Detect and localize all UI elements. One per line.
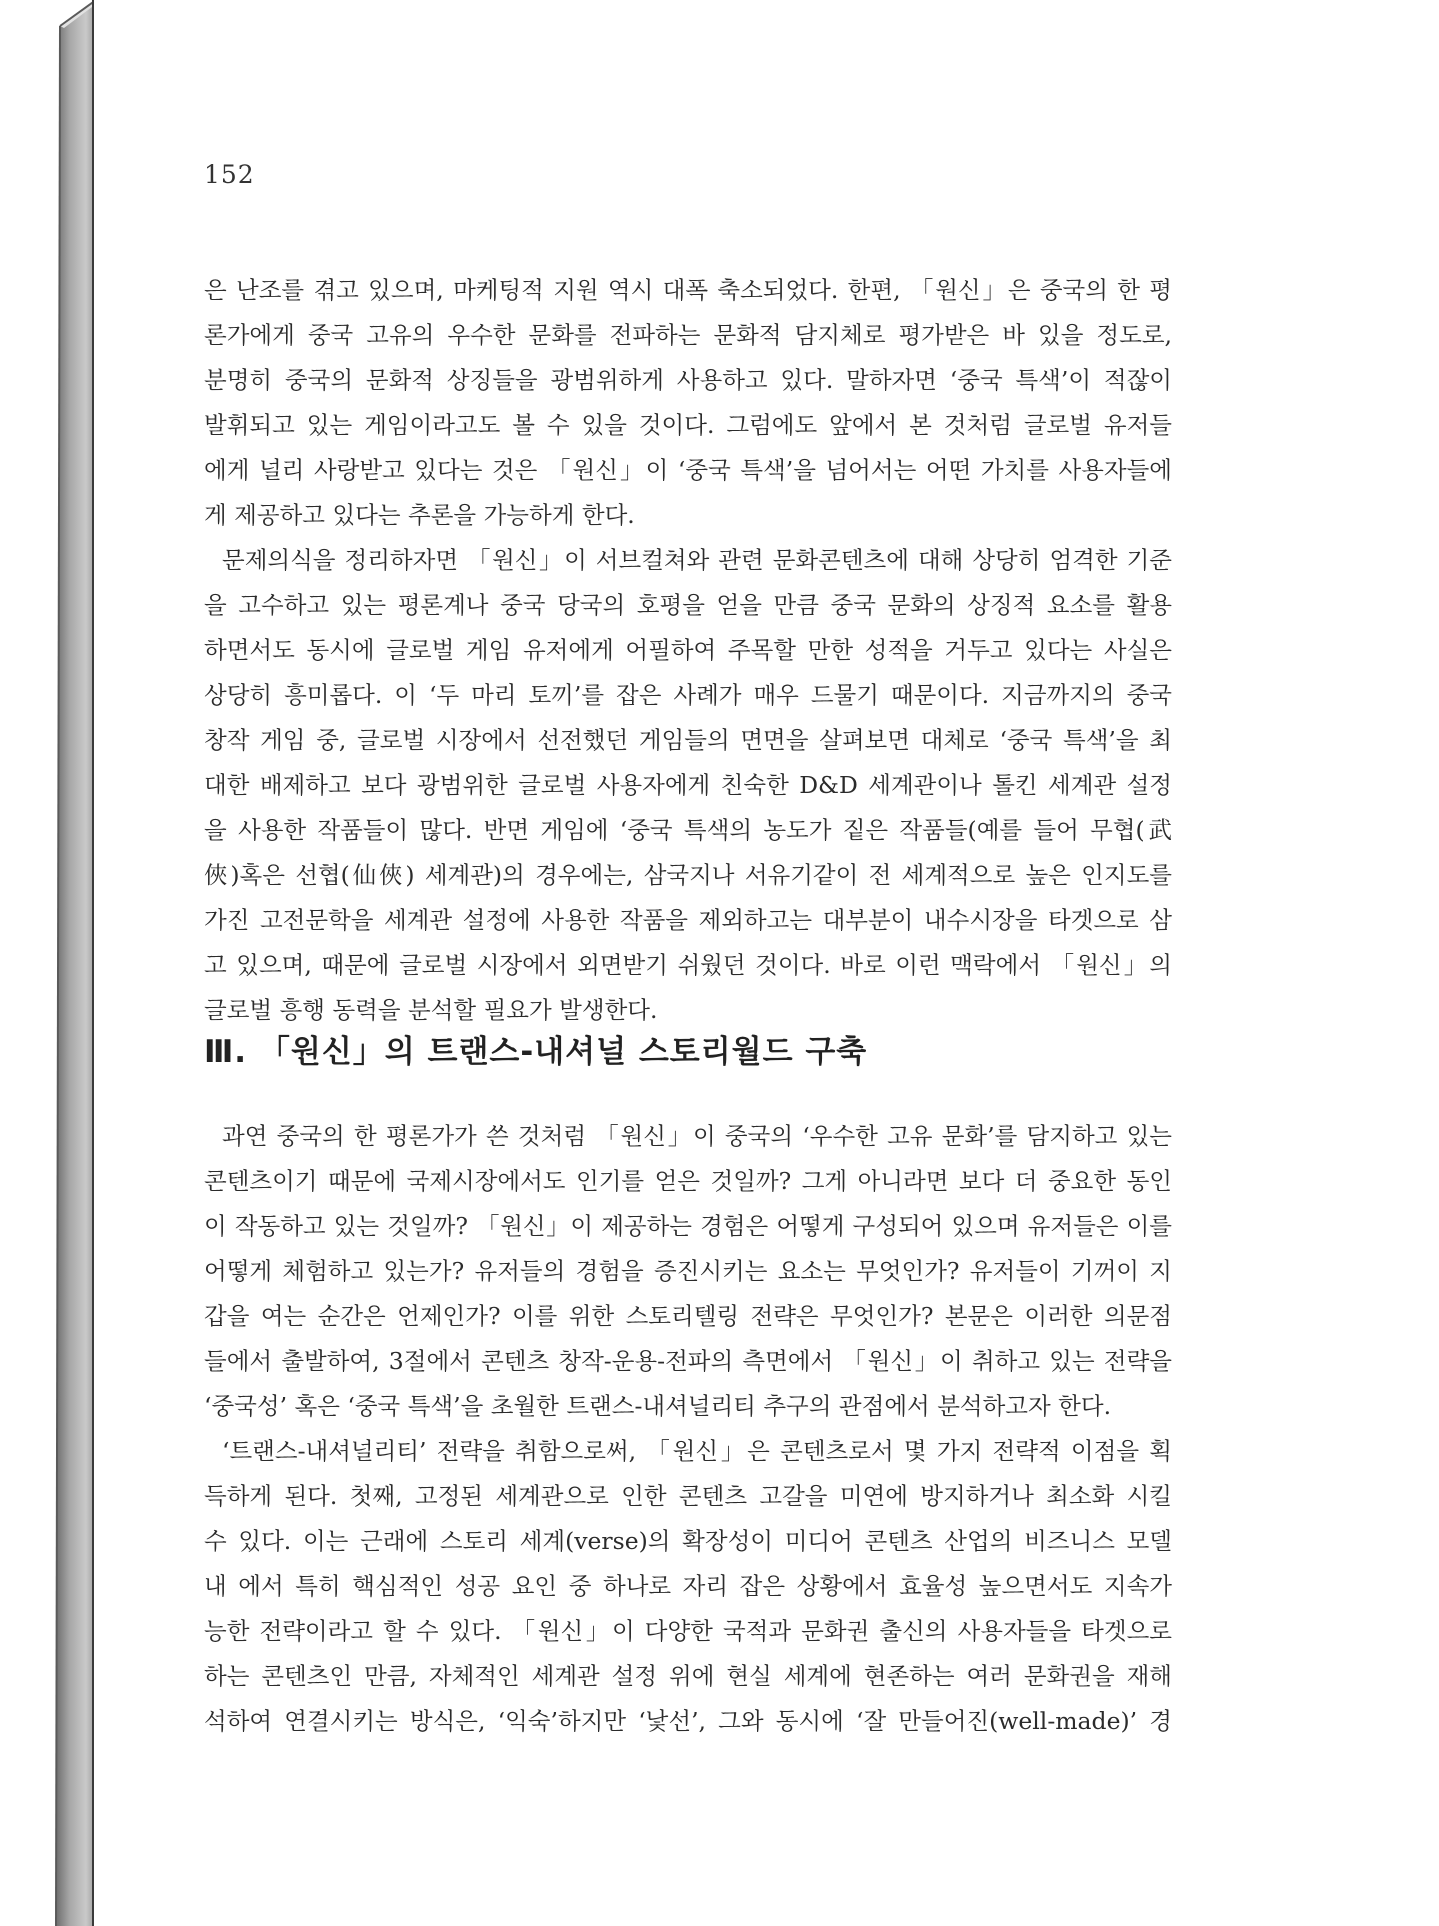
text-line: 글로벌 흥행 동력을 분석할 필요가 발생한다. bbox=[204, 996, 658, 1024]
text-line: 어떻게 체험하고 있는가? 유저들의 경험을 증진시키는 요소는 무엇인가? 유저들이 기꺼이 지 bbox=[204, 1257, 1172, 1285]
book-page-stack bbox=[0, 0, 96, 1926]
text-line: 대한 배제하고 보다 광범위한 글로벌 사용자에게 친숙한 D&D 세계관이나 톨킨 세계관 설정 bbox=[204, 771, 1172, 799]
text-line: 하면서도 동시에 글로벌 게임 유저에게 어필하여 주목할 만한 성적을 거두고 있다는 사실은 bbox=[204, 636, 1172, 664]
text-line: 문제의식을 정리하자면 「원신」이 서브컬쳐와 관련 문화콘텐츠에 대해 상당히 엄격한 기준 bbox=[222, 546, 1172, 574]
text-line: 능한 전략이라고 할 수 있다. 「원신」이 다양한 국적과 문화권 출신의 사용자들을 타겟으로 bbox=[204, 1617, 1172, 1645]
text-line: 상당히 흥미롭다. 이 ‘두 마리 토끼’를 잡은 사례가 매우 드물기 때문이다. 지금까지의 중국 bbox=[204, 681, 1172, 709]
text-line: 득하게 된다. 첫째, 고정된 세계관으로 인한 콘텐츠 고갈을 미연에 방지하거나 최소화 시킬 bbox=[204, 1482, 1172, 1510]
text-line: 고 있으며, 때문에 글로벌 시장에서 외면받기 쉬웠던 것이다. 바로 이런 맥락에서 「원신」의 bbox=[204, 951, 1172, 979]
text-line: 석하여 연결시키는 방식은, ‘익숙’하지만 ‘낯선’, 그와 동시에 ‘잘 만들어진(well-made)’ 경 bbox=[204, 1707, 1172, 1735]
text-line: 을 고수하고 있는 평론계나 중국 당국의 호평을 얻을 만큼 중국 문화의 상징적 요소를 활용 bbox=[204, 591, 1172, 619]
body-text-after-section bbox=[204, 1114, 1172, 1744]
text-line: 이 작동하고 있는 것일까? 「원신」이 제공하는 경험은 어떻게 구성되어 있으며 유저들은 이를 bbox=[204, 1212, 1172, 1240]
body-text-before-section bbox=[204, 268, 1172, 1033]
text-line: ‘중국성’ 혹은 ‘중국 특색’을 초월한 트랜스-내셔널리티 추구의 관점에서 분석하고자 한다. bbox=[204, 1392, 1112, 1420]
text-line: 게 제공하고 있다는 추론을 가능하게 한다. bbox=[204, 501, 635, 529]
text-line: 은 난조를 겪고 있으며, 마케팅적 지원 역시 대폭 축소되었다. 한편, 「원신」은 중국의 한 평 bbox=[204, 276, 1172, 304]
text-line: 론가에게 중국 고유의 우수한 문화를 전파하는 문화적 담지체로 평가받은 바 있을 정도로, bbox=[204, 321, 1172, 349]
text-line: 수 있다. 이는 근래에 스토리 세계(verse)의 확장성이 미디어 콘텐츠 산업의 비즈니스 모델 bbox=[204, 1527, 1172, 1555]
text-line: 과연 중국의 한 평론가가 쓴 것처럼 「원신」이 중국의 ‘우수한 고유 문화’를 담지하고 있는 bbox=[222, 1122, 1172, 1150]
section-heading: Ⅲ. 「원신」의 트랜스-내셔널 스토리월드 구축 bbox=[204, 1034, 868, 1070]
text-line: 가진 고전문학을 세계관 설정에 사용한 작품을 제외하고는 대부분이 내수시장을 타겟으로 삼 bbox=[204, 906, 1172, 934]
text-line: 들에서 출발하여, 3절에서 콘텐츠 창작-운용-전파의 측면에서 「원신」이 취하고 있는 전략을 bbox=[204, 1347, 1172, 1375]
text-line: 창작 게임 중, 글로벌 시장에서 선전했던 게임들의 면면을 살펴보면 대체로 ‘중국 특색’을 최 bbox=[204, 726, 1172, 754]
text-line: 내 에서 특히 핵심적인 성공 요인 중 하나로 자리 잡은 상황에서 효율성 높으면서도 지속가 bbox=[204, 1572, 1172, 1600]
text-line: 을 사용한 작품들이 많다. 반면 게임에 ‘중국 특색의 농도가 짙은 작품들(예를 들어 무협(武 bbox=[204, 816, 1172, 844]
text-line: 갑을 여는 순간은 언제인가? 이를 위한 스토리텔링 전략은 무엇인가? 본문은 이러한 의문점 bbox=[204, 1302, 1172, 1330]
text-line: 하는 콘텐츠인 만큼, 자체적인 세계관 설정 위에 현실 세계에 현존하는 여러 문화권을 재해 bbox=[204, 1662, 1172, 1690]
text-line: ‘트랜스-내셔널리티’ 전략을 취함으로써, 「원신」은 콘텐츠로서 몇 가지 전략적 이점을 획 bbox=[222, 1437, 1172, 1465]
text-line: 에게 널리 사랑받고 있다는 것은 「원신」이 ‘중국 특색’을 넘어서는 어떤 가치를 사용자들에 bbox=[204, 456, 1172, 484]
page-number: 152 bbox=[204, 160, 255, 189]
text-line: 분명히 중국의 문화적 상징들을 광범위하게 사용하고 있다. 말하자면 ‘중국 특색’이 적잖이 bbox=[204, 366, 1172, 394]
text-line: 콘텐츠이기 때문에 국제시장에서도 인기를 얻은 것일까? 그게 아니라면 보다 더 중요한 동인 bbox=[204, 1167, 1172, 1195]
text-line: 발휘되고 있는 게임이라고도 볼 수 있을 것이다. 그럼에도 앞에서 본 것처럼 글로벌 유저들 bbox=[204, 411, 1172, 439]
text-line: 俠)혹은 선협(仙俠) 세계관)의 경우에는, 삼국지나 서유기같이 전 세계적으로 높은 인지도를 bbox=[204, 861, 1172, 889]
